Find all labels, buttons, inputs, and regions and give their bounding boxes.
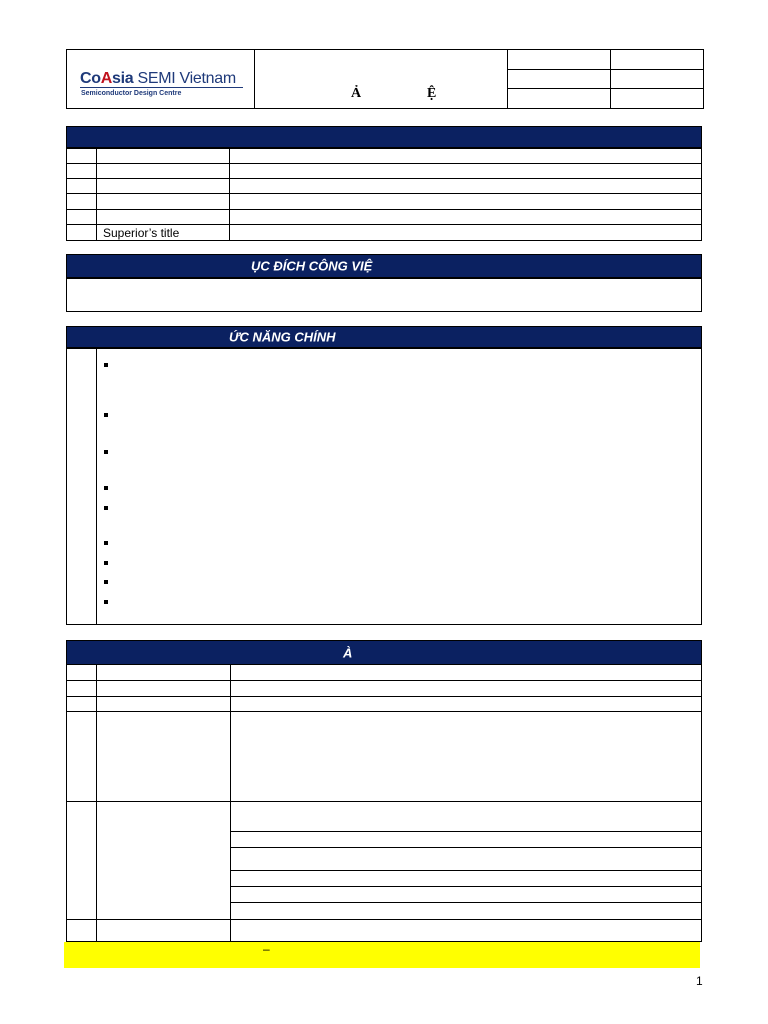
section4-col-divider-1 xyxy=(96,665,97,941)
section4-subrow-line xyxy=(230,847,701,848)
section4-row-line xyxy=(67,801,701,802)
logo-underline xyxy=(80,87,243,88)
table-row xyxy=(67,179,702,194)
table-row xyxy=(67,210,702,225)
document-header xyxy=(66,49,704,109)
logo-subtitle: Semiconductor Design Centre xyxy=(81,90,182,97)
section3-title: ỨC NĂNG CHÍNH xyxy=(229,329,336,345)
section4-title: À xyxy=(343,645,353,660)
bullet-5 xyxy=(104,506,108,510)
highlight-row xyxy=(64,942,700,968)
bullet-1 xyxy=(104,363,108,367)
section4-subrow-line xyxy=(230,902,701,903)
bullet-3 xyxy=(104,450,108,454)
highlight-dash: – xyxy=(263,942,270,956)
section1-header xyxy=(66,126,702,148)
page-number: 1 xyxy=(696,974,703,988)
section3-divider xyxy=(96,349,97,624)
table-row xyxy=(67,225,702,241)
section2-body xyxy=(66,278,702,312)
doc-info-grid xyxy=(508,50,703,108)
section4-row-line xyxy=(67,919,701,920)
section4-row-line xyxy=(67,680,701,681)
section4-table xyxy=(66,665,702,942)
table-row xyxy=(67,164,702,179)
section3-body xyxy=(66,348,702,625)
doc-info-divider-v xyxy=(610,50,611,108)
section4-row-line xyxy=(67,711,701,712)
section4-subrow-line xyxy=(230,870,701,871)
section4-subrow-line xyxy=(230,886,701,887)
bullet-4 xyxy=(104,486,108,490)
document-title xyxy=(255,50,508,108)
bullet-6 xyxy=(104,541,108,545)
section2-header xyxy=(66,254,702,278)
section1-table xyxy=(66,148,702,241)
bullet-7 xyxy=(104,561,108,565)
section3-header xyxy=(66,326,702,348)
bullet-9 xyxy=(104,600,108,604)
table-row xyxy=(67,149,702,164)
section4-header xyxy=(66,640,702,665)
section4-row-line xyxy=(67,696,701,697)
section2-title: ỤC ĐÍCH CÔNG VIỆ xyxy=(251,258,373,274)
doc-info-divider-h2 xyxy=(508,88,703,89)
section4-subrow-line xyxy=(230,831,701,832)
superior-title-label: Superior’s title xyxy=(97,225,230,241)
section4-col-divider-2 xyxy=(230,665,231,941)
doc-title-char-b: Ệ xyxy=(427,86,437,101)
doc-info-divider-h1 xyxy=(508,69,703,70)
bullet-8 xyxy=(104,580,108,584)
company-logo xyxy=(67,50,255,108)
table-row xyxy=(67,194,702,210)
bullet-2 xyxy=(104,413,108,417)
logo-wordmark: CoAsia SEMI Vietnam xyxy=(80,70,236,87)
doc-title-char-a: Ả xyxy=(351,86,362,101)
